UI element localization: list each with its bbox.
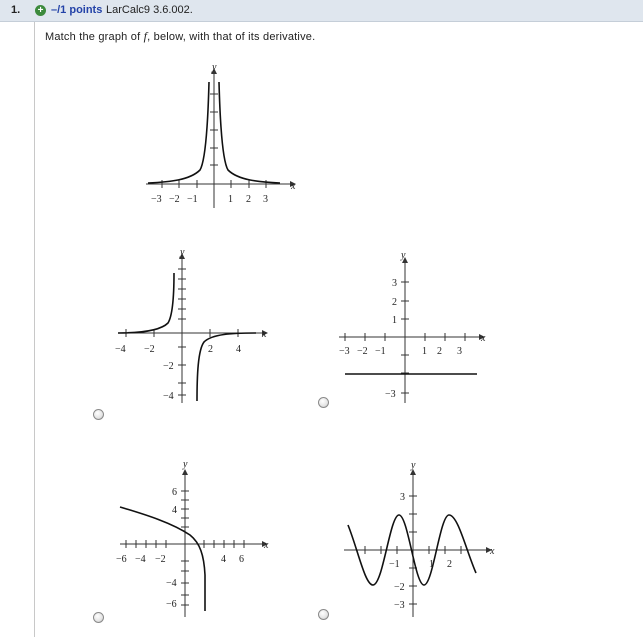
- expand-plus-icon[interactable]: +: [35, 5, 46, 16]
- option-c-y-tick: 6: [172, 487, 177, 498]
- prompt-text-start: Match the graph of: [45, 31, 144, 43]
- option-c-y-axis-label: y: [183, 459, 188, 470]
- question-header: [0, 0, 643, 22]
- option-b-graph: [333, 245, 503, 410]
- question-number: 1.: [11, 4, 21, 16]
- option-d-radio[interactable]: [318, 609, 329, 620]
- option-d-x-tick: 2: [447, 559, 452, 570]
- option-b-radio[interactable]: [318, 397, 329, 408]
- option-a-y-tick: −2: [163, 361, 174, 372]
- main-x-tick: 1: [228, 194, 233, 205]
- main-x-tick: −3: [151, 194, 162, 205]
- option-d-y-tick: 3: [400, 492, 405, 503]
- option-b-x-tick: 1: [422, 346, 427, 357]
- main-y-axis-label: y: [212, 62, 217, 73]
- option-b-x-tick: −2: [357, 346, 368, 357]
- option-d-graph: [340, 455, 510, 620]
- option-b-x-axis-label: x: [481, 333, 486, 344]
- points-label[interactable]: –/1 points: [51, 4, 103, 16]
- option-b-x-tick: −1: [375, 346, 386, 357]
- option-b-y-tick: −3: [385, 389, 396, 400]
- option-a-x-tick: 2: [208, 344, 213, 355]
- main-x-axis-label: x: [291, 181, 296, 192]
- option-b-y-tick: 1: [392, 315, 397, 326]
- option-c-x-tick: −2: [155, 554, 166, 565]
- option-d-x-tick: −1: [389, 559, 400, 570]
- option-a-x-tick: −2: [144, 344, 155, 355]
- question-reference: LarCalc9 3.6.002.: [106, 4, 193, 16]
- option-c-graph: [112, 455, 282, 620]
- prompt-text-end: , below, with that of its derivative.: [147, 31, 316, 43]
- main-x-tick: 3: [263, 194, 268, 205]
- option-c-y-tick: −4: [166, 578, 177, 589]
- option-a-x-tick: −4: [115, 344, 126, 355]
- option-d-y-tick: −3: [394, 600, 405, 611]
- option-c-x-tick: −6: [116, 554, 127, 565]
- option-d-x-tick: 1: [429, 559, 434, 570]
- option-a-y-axis-label: y: [180, 247, 185, 258]
- option-a-radio[interactable]: [93, 409, 104, 420]
- option-c-x-tick: 6: [239, 554, 244, 565]
- option-a-x-tick: 4: [236, 344, 241, 355]
- option-a-y-tick: −4: [163, 391, 174, 402]
- option-c-x-axis-label: x: [264, 540, 269, 551]
- option-d-y-axis-label: y: [411, 460, 416, 471]
- option-c-x-tick: −4: [135, 554, 146, 565]
- option-b-x-tick: 3: [457, 346, 462, 357]
- option-a-x-axis-label: x: [262, 329, 267, 340]
- option-c-radio[interactable]: [93, 612, 104, 623]
- option-c-y-tick: 4: [172, 505, 177, 516]
- option-c-x-tick: 4: [221, 554, 226, 565]
- option-c-y-tick: −6: [166, 599, 177, 610]
- option-b-y-axis-label: y: [401, 250, 406, 261]
- option-d-x-axis-label: x: [490, 546, 495, 557]
- prompt-function-name: f: [143, 29, 148, 43]
- content-left-border: [34, 22, 35, 637]
- option-d-y-tick: −2: [394, 582, 405, 593]
- main-x-tick: −2: [169, 194, 180, 205]
- main-x-tick: −1: [187, 194, 198, 205]
- question-prompt: [45, 29, 315, 44]
- option-b-x-tick: −3: [339, 346, 350, 357]
- option-a-graph: [110, 245, 280, 410]
- option-b-y-tick: 2: [392, 297, 397, 308]
- option-b-y-tick: 3: [392, 278, 397, 289]
- graph-of-f: [140, 60, 310, 230]
- main-x-tick: 2: [246, 194, 251, 205]
- option-b-x-tick: 2: [437, 346, 442, 357]
